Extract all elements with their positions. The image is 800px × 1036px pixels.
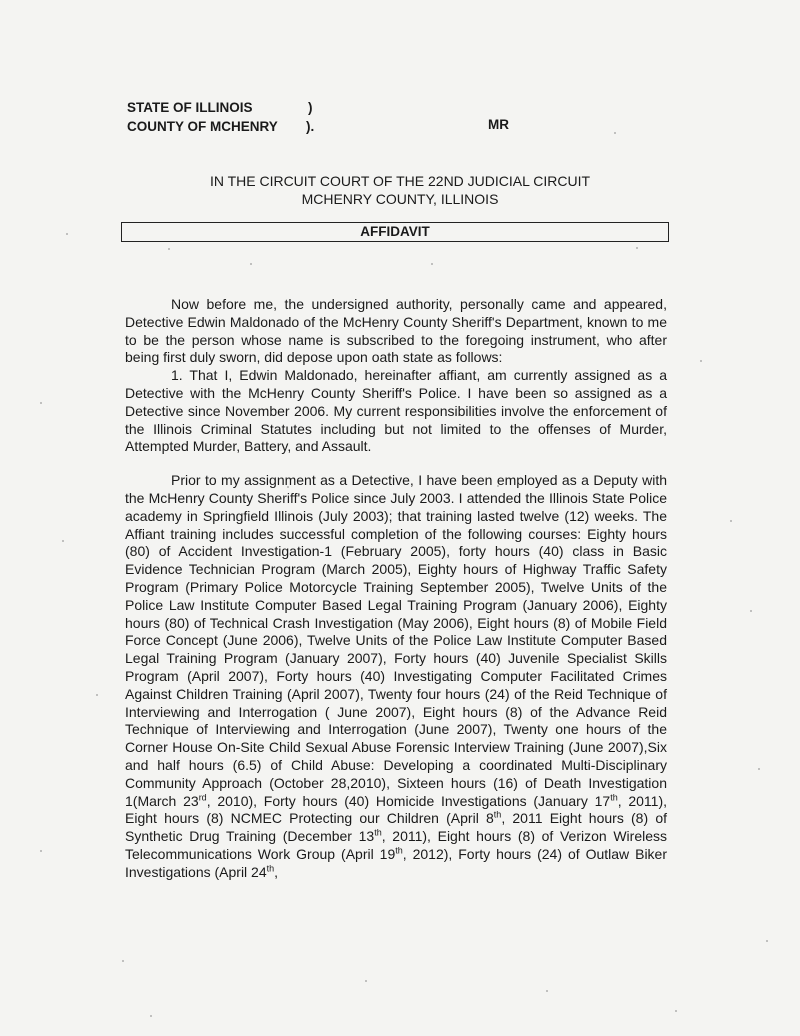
document-title: AFFIDAVIT [121, 222, 669, 242]
training-text: , [274, 863, 279, 880]
county-line: COUNTY OF MCHENRY [127, 119, 278, 134]
ordinal-suffix: rd [198, 791, 207, 802]
affidavit-body [125, 296, 667, 882]
training-text: , 2010), Forty hours (40) Homicide Investigations (January 17 [206, 792, 611, 809]
training-text: , 2011), Eight hours (8) of Verizon Wireless Telecommunications Work Group (April 19 [125, 828, 668, 862]
initials-mark: MR [488, 117, 509, 132]
court-heading [0, 172, 800, 208]
case-caption [127, 98, 315, 136]
intro-paragraph: Now before me, the undersigned authority, personally came and appeared, Detective Edwin Maldonado of the McHenry County Sheriff's Department, known to me to be the person whose name is subscribed to the foregoing instrument, who after being first duly sworn, did depose upon oath state as follows: [125, 296, 667, 366]
training-text: , 2011 Eight hours (8) of Synthetic Drug Training (December 13 [125, 810, 667, 845]
court-line-1: IN THE CIRCUIT COURT OF THE 22ND JUDICIAL CIRCUIT [209, 173, 591, 189]
ordinal-suffix: th [266, 863, 275, 874]
numbered-paragraph-1: 1. That I, Edwin Maldonado, hereinafter affiant, am currently assigned as a Detective with the McHenry County Sheriff's Police. I have been so assigned as a Detective since November 2006. My current responsibilities involve the enforcement of the Illinois Criminal Statutes including but not limited to the offenses of Murder, Attempted Murder, Battery, and Assault. [125, 367, 667, 455]
ordinal-suffix: th [374, 827, 382, 838]
training-text: , 2012), Forty hours (24) of Outlaw Biker Investigations (April 24 [125, 845, 668, 880]
training-paragraph [125, 472, 667, 881]
training-text: Prior to my assignment as a Detective, I have been employed as a Deputy with the McHenry County Sheriff's Police since July 2003. I attended the Illinois State Police academy in Springfield Illinois (July 2003); that training lasted twelve (12) weeks. The Affiant training includes successful completion of the following courses: Eighty hours (80) of Accident Investigation-1 (February 2005), forty hours (40) class in Basic Evidence Technician Program (March 2005), Eighty hours of Highway Traffic Safety Program (Primary Police Motorcycle Training September 2005), Twelve Units of the Police Law Institute Computer Based Legal Training Program (January 2006), Eighty hours (80) of Technical Crash Investigation (May 2006), Eight hours (8) of Mobile Field Force Concept (June 2006), Twelve Units of the Police Law Institute Computer Based Legal Training Program (January 2007), Forty hours (40) Juvenile Specialist Skills Program (April 2007), Forty hours (40) Investigating Computer Facilitated Crimes Against Children Training (April 2007), Twenty four hours (24) of the Reid Technique of Interviewing and Interrogation ( June 2007), Eight hours (8) of the Advance Reid Technique of Interviewing and Interrogation (June 2007), Twenty one hours of the Corner House On-Site Child Sexual Abuse Forensic Interview Training (June 2007),Six and half hours (6.5) of Child Abuse: Developing a coordinated Multi-Disciplinary Community Approach (October 28,2010), Sixteen hours (16) of Death Investigation 1(March 23 [125, 472, 667, 809]
court-line-2: MCHENRY COUNTY, ILLINOIS [301, 191, 499, 207]
ordinal-suffix: th [395, 845, 403, 856]
caption-paren: ) [308, 100, 313, 115]
state-line: STATE OF ILLINOIS [127, 100, 253, 115]
caption-paren: ). [306, 119, 315, 134]
ordinal-suffix: th [493, 809, 502, 820]
training-text: , 2011), Eight hours (8) NCMEC Protecting our Children (April 8 [125, 792, 668, 827]
ordinal-suffix: th [610, 791, 618, 802]
